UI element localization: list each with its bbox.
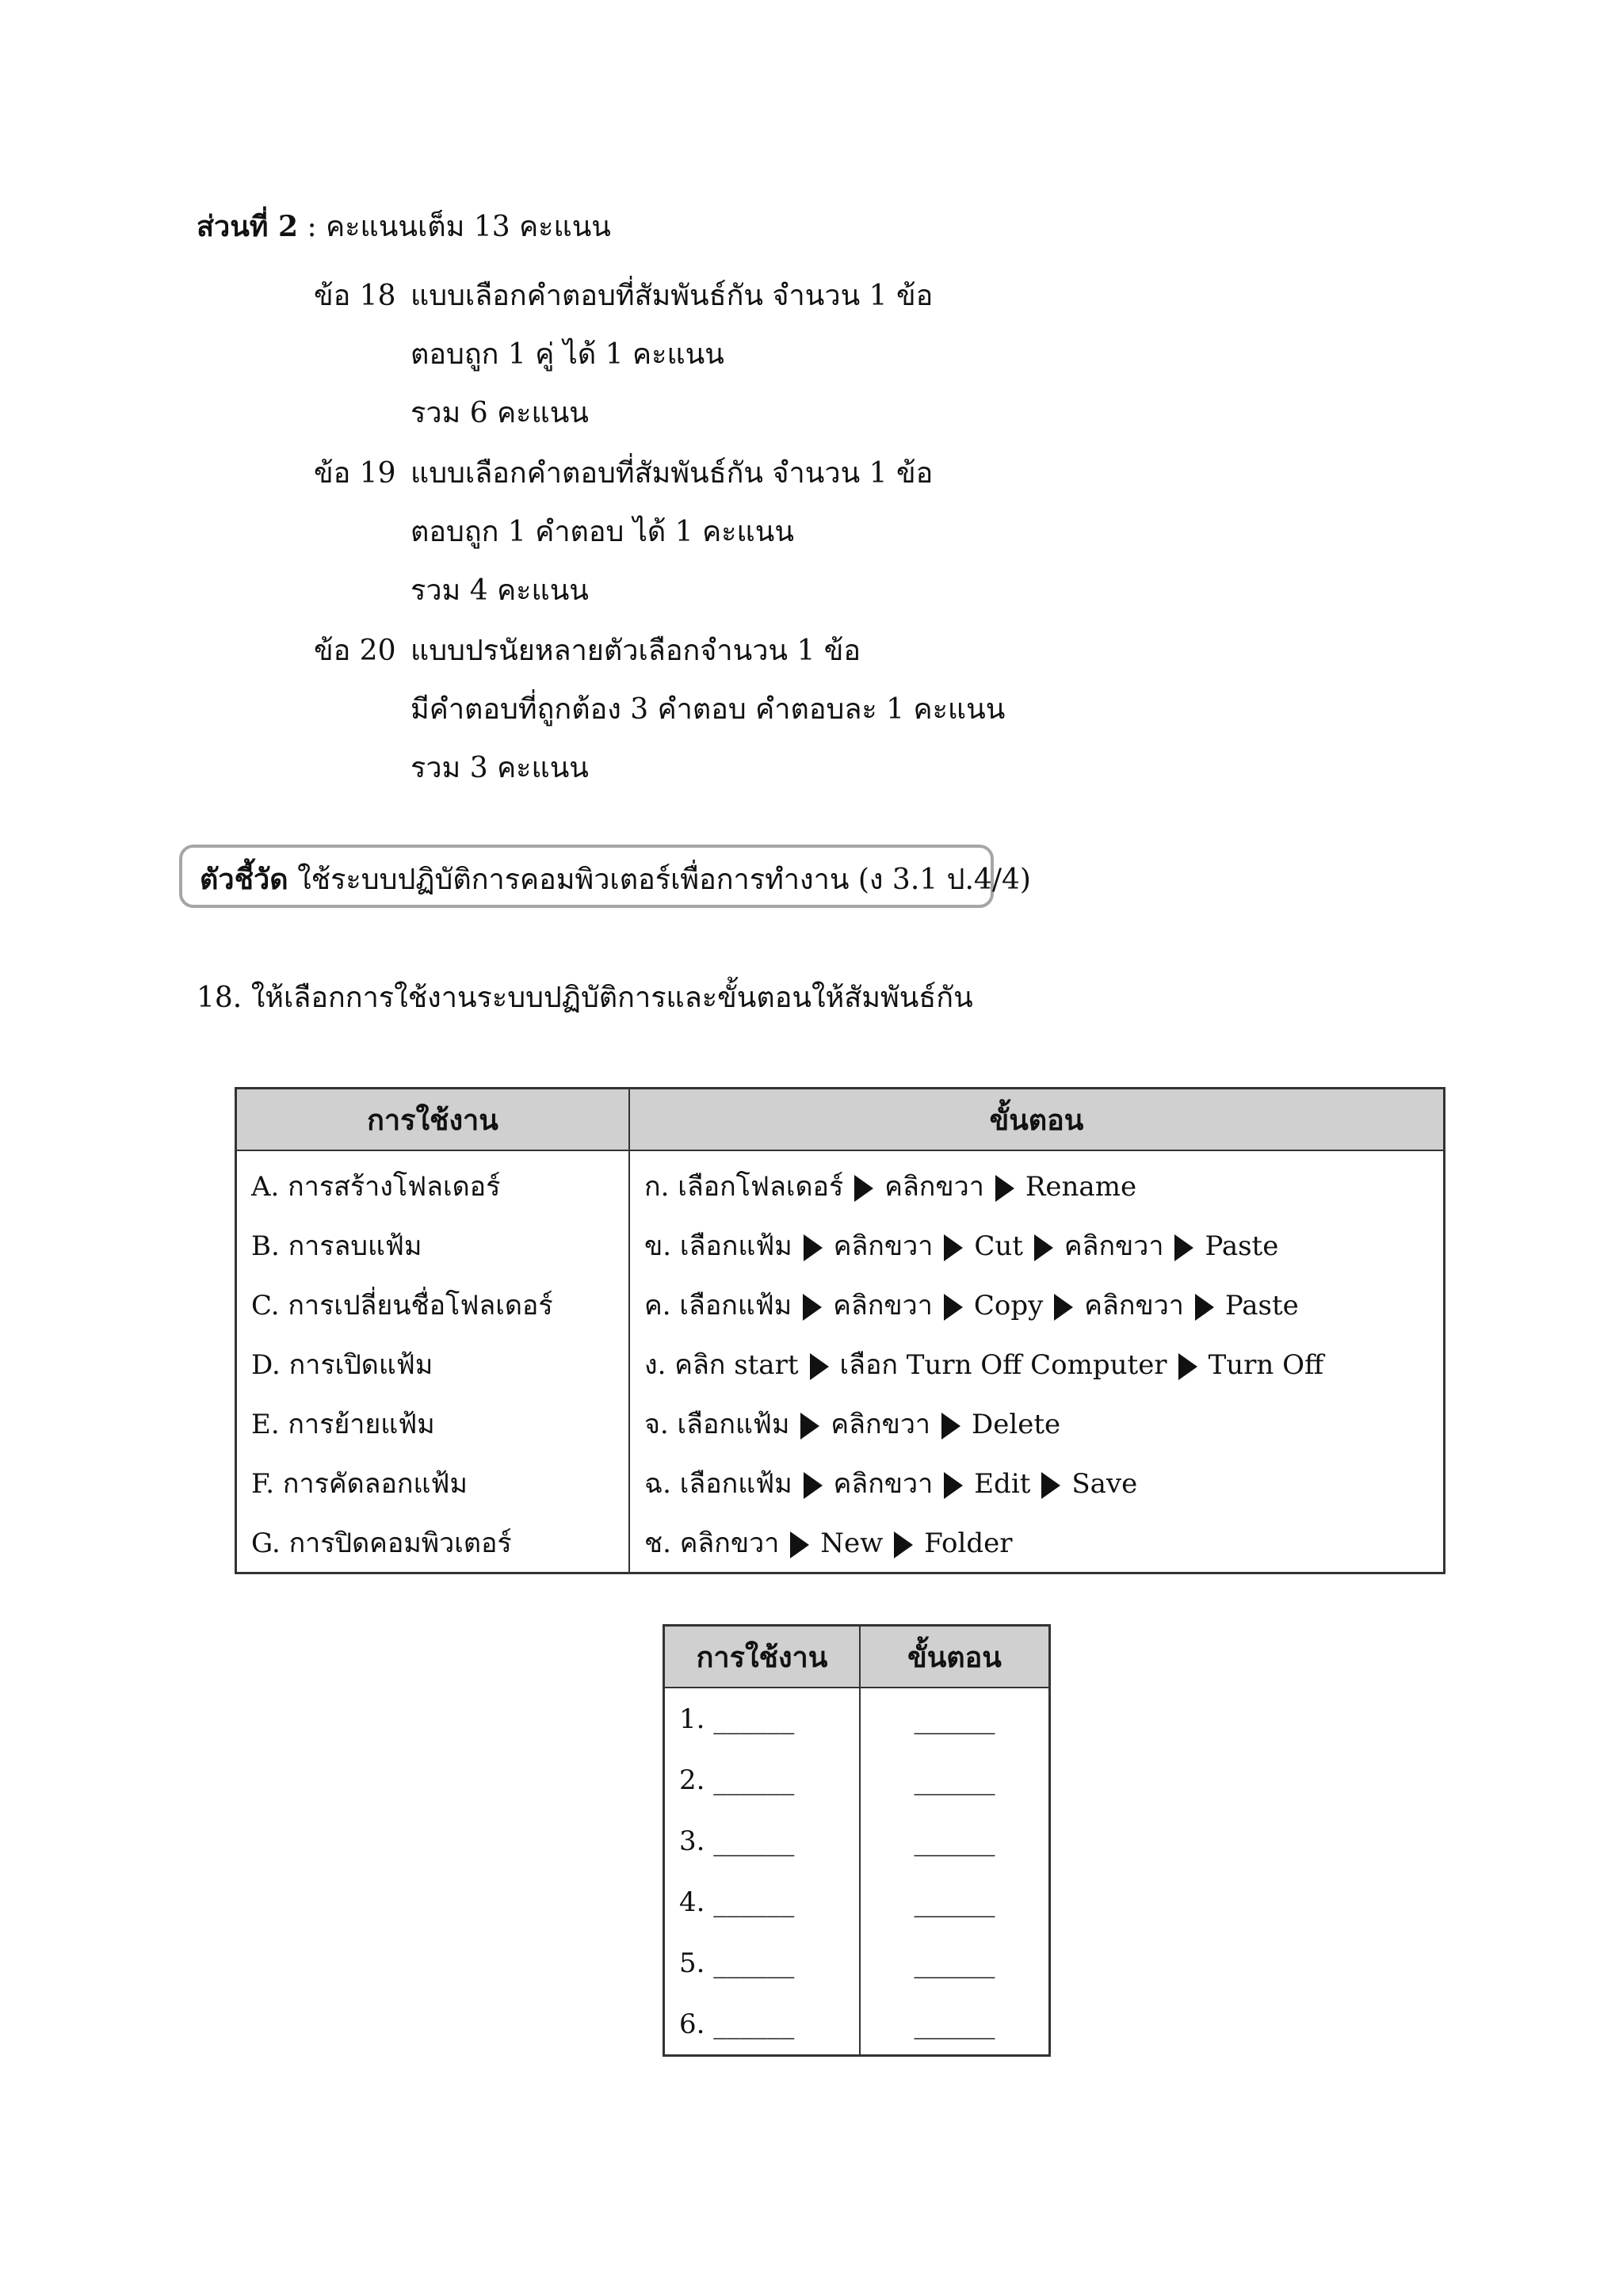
arrow-right-icon xyxy=(944,1294,963,1321)
item-number: ข้อ 19 xyxy=(314,457,396,490)
part-heading xyxy=(197,212,611,242)
arrow-right-icon xyxy=(894,1531,913,1558)
table-row xyxy=(236,1453,1445,1512)
answer-row xyxy=(664,1688,1050,1749)
arrow-right-icon xyxy=(804,1472,823,1499)
arrow-right-icon xyxy=(803,1294,822,1321)
item-line: ตอบถูก 1 คำตอบ ได้ 1 คะแนน xyxy=(411,516,794,548)
header-steps: ขั้นตอน xyxy=(629,1089,1445,1151)
item-line: รวม 6 คะแนน xyxy=(411,397,589,429)
step-text: ช. คลิกขวา xyxy=(644,1527,780,1559)
arrow-right-icon xyxy=(854,1175,873,1202)
answer-step-blank[interactable]: ______ xyxy=(860,1688,1050,1749)
steps-cell xyxy=(629,1215,1445,1275)
item-line: แบบเลือกคำตอบที่สัมพันธ์กัน จำนวน 1 ข้อ xyxy=(411,280,934,312)
table-row xyxy=(236,1334,1445,1394)
answer-number-blank[interactable]: 5. ______ xyxy=(664,1932,861,1993)
indicator-description: ใช้ระบบปฏิบัติการคอมพิวเตอร์เพื่อการทำงาน (ง 3.1 ป.4/4) xyxy=(288,864,1031,896)
arrow-right-icon xyxy=(1034,1234,1053,1261)
step-text: Turn Off xyxy=(1208,1348,1324,1381)
arrow-right-icon xyxy=(1174,1234,1193,1261)
step-text: คลิกขวา xyxy=(833,1230,934,1262)
answer-header-steps: ขั้นตอน xyxy=(860,1626,1050,1688)
step-text: จ. เลือกแฟ้ม xyxy=(644,1408,790,1440)
step-text: ง. คลิก start xyxy=(644,1348,799,1381)
step-text: ข. เลือกแฟ้ม xyxy=(644,1230,792,1262)
answer-number-blank[interactable]: 3. ______ xyxy=(664,1810,861,1871)
usage-cell: F. การคัดลอกแฟ้ม xyxy=(236,1453,630,1512)
step-text: Save xyxy=(1071,1467,1138,1500)
step-text: ฉ. เลือกแฟ้ม xyxy=(644,1467,792,1500)
steps-cell xyxy=(629,1275,1445,1334)
question-text: 18. ให้เลือกการใช้งานระบบปฏิบัติการและขั้นตอนให้สัมพันธ์กัน xyxy=(197,982,973,1014)
step-text: Rename xyxy=(1025,1170,1137,1203)
item-line: รวม 3 คะแนน xyxy=(411,752,589,784)
arrow-right-icon xyxy=(1195,1294,1214,1321)
table-row xyxy=(236,1394,1445,1453)
answer-step-blank[interactable]: ______ xyxy=(860,1871,1050,1932)
usage-cell: G. การปิดคอมพิวเตอร์ xyxy=(236,1512,630,1573)
step-text: Copy xyxy=(973,1289,1044,1322)
table-row xyxy=(236,1150,1445,1215)
arrow-right-icon xyxy=(1041,1472,1060,1499)
answer-number-blank[interactable]: 4. ______ xyxy=(664,1871,861,1932)
arrow-right-icon xyxy=(944,1234,963,1261)
step-text: คลิกขวา xyxy=(1064,1230,1164,1262)
arrow-right-icon xyxy=(995,1175,1014,1202)
part-label: ส่วนที่ 2 xyxy=(197,210,299,243)
item-number: ข้อ 20 xyxy=(314,635,396,667)
answer-number-blank[interactable]: 6. ______ xyxy=(664,1993,861,2056)
table-row xyxy=(236,1275,1445,1334)
usage-cell: D. การเปิดแฟ้ม xyxy=(236,1334,630,1394)
answer-step-blank[interactable]: ______ xyxy=(860,1810,1050,1871)
item-line: แบบปรนัยหลายตัวเลือกจำนวน 1 ข้อ xyxy=(411,635,861,667)
usage-cell: E. การย้ายแฟ้ม xyxy=(236,1394,630,1453)
answer-table xyxy=(663,1624,1051,2057)
steps-cell xyxy=(629,1334,1445,1394)
arrow-right-icon xyxy=(941,1413,960,1440)
step-text: ก. เลือกโฟลเดอร์ xyxy=(644,1170,844,1203)
item-line: ตอบถูก 1 คู่ ได้ 1 คะแนน xyxy=(411,338,724,371)
steps-cell xyxy=(629,1453,1445,1512)
answer-step-blank[interactable]: ______ xyxy=(860,1993,1050,2056)
answer-step-blank[interactable]: ______ xyxy=(860,1932,1050,1993)
item-line: แบบเลือกคำตอบที่สัมพันธ์กัน จำนวน 1 ข้อ xyxy=(411,457,934,490)
steps-cell xyxy=(629,1150,1445,1215)
answer-row xyxy=(664,1871,1050,1932)
step-text: Paste xyxy=(1205,1230,1279,1262)
step-text: Cut xyxy=(974,1230,1023,1262)
step-text: คลิกขวา xyxy=(884,1170,984,1203)
step-text: Folder xyxy=(924,1527,1013,1559)
answer-header-usage: การใช้งาน xyxy=(664,1626,861,1688)
step-text: Paste xyxy=(1224,1289,1299,1322)
item-line: รวม 4 คะแนน xyxy=(411,574,589,607)
header-usage: การใช้งาน xyxy=(236,1089,630,1151)
answer-step-blank[interactable]: ______ xyxy=(860,1749,1050,1810)
item-line: มีคำตอบที่ถูกต้อง 3 คำตอบ คำตอบละ 1 คะแนน xyxy=(411,693,1006,726)
answer-row xyxy=(664,1932,1050,1993)
arrow-right-icon xyxy=(1054,1294,1073,1321)
arrow-right-icon xyxy=(810,1353,829,1380)
answer-row xyxy=(664,1810,1050,1871)
answer-row xyxy=(664,1993,1050,2056)
step-text: Delete xyxy=(972,1408,1061,1440)
steps-cell xyxy=(629,1512,1445,1573)
indicator-label: ตัวชี้วัด xyxy=(200,863,288,896)
step-text: คลิกขวา xyxy=(831,1408,930,1440)
arrow-right-icon xyxy=(790,1531,809,1558)
table-row xyxy=(236,1215,1445,1275)
usage-cell: A. การสร้างโฟลเดอร์ xyxy=(236,1150,630,1215)
answer-row xyxy=(664,1749,1050,1810)
arrow-right-icon xyxy=(800,1413,819,1440)
indicator-box xyxy=(179,845,1031,908)
usage-cell: C. การเปลี่ยนชื่อโฟลเดอร์ xyxy=(236,1275,630,1334)
answer-number-blank[interactable]: 1. ______ xyxy=(664,1688,861,1749)
item-number: ข้อ 18 xyxy=(314,280,396,312)
steps-cell xyxy=(629,1394,1445,1453)
matching-table xyxy=(235,1087,1445,1574)
arrow-right-icon xyxy=(804,1234,823,1261)
step-text: คลิกขวา xyxy=(833,1289,933,1322)
arrow-right-icon xyxy=(1178,1353,1197,1380)
step-text: เลือก Turn Off Computer xyxy=(839,1348,1167,1381)
step-text: ค. เลือกแฟ้ม xyxy=(644,1289,792,1322)
indicator-text xyxy=(200,865,1031,894)
step-text: Edit xyxy=(974,1467,1031,1500)
step-text: New xyxy=(820,1527,884,1559)
step-text: คลิกขวา xyxy=(1084,1289,1184,1322)
step-text: คลิกขวา xyxy=(833,1467,934,1500)
arrow-right-icon xyxy=(944,1472,963,1499)
usage-cell: B. การลบแฟ้ม xyxy=(236,1215,630,1275)
table-row xyxy=(236,1512,1445,1573)
answer-number-blank[interactable]: 2. ______ xyxy=(664,1749,861,1810)
part-score-text: : คะแนนเต็ม 13 คะแนน xyxy=(298,211,611,243)
